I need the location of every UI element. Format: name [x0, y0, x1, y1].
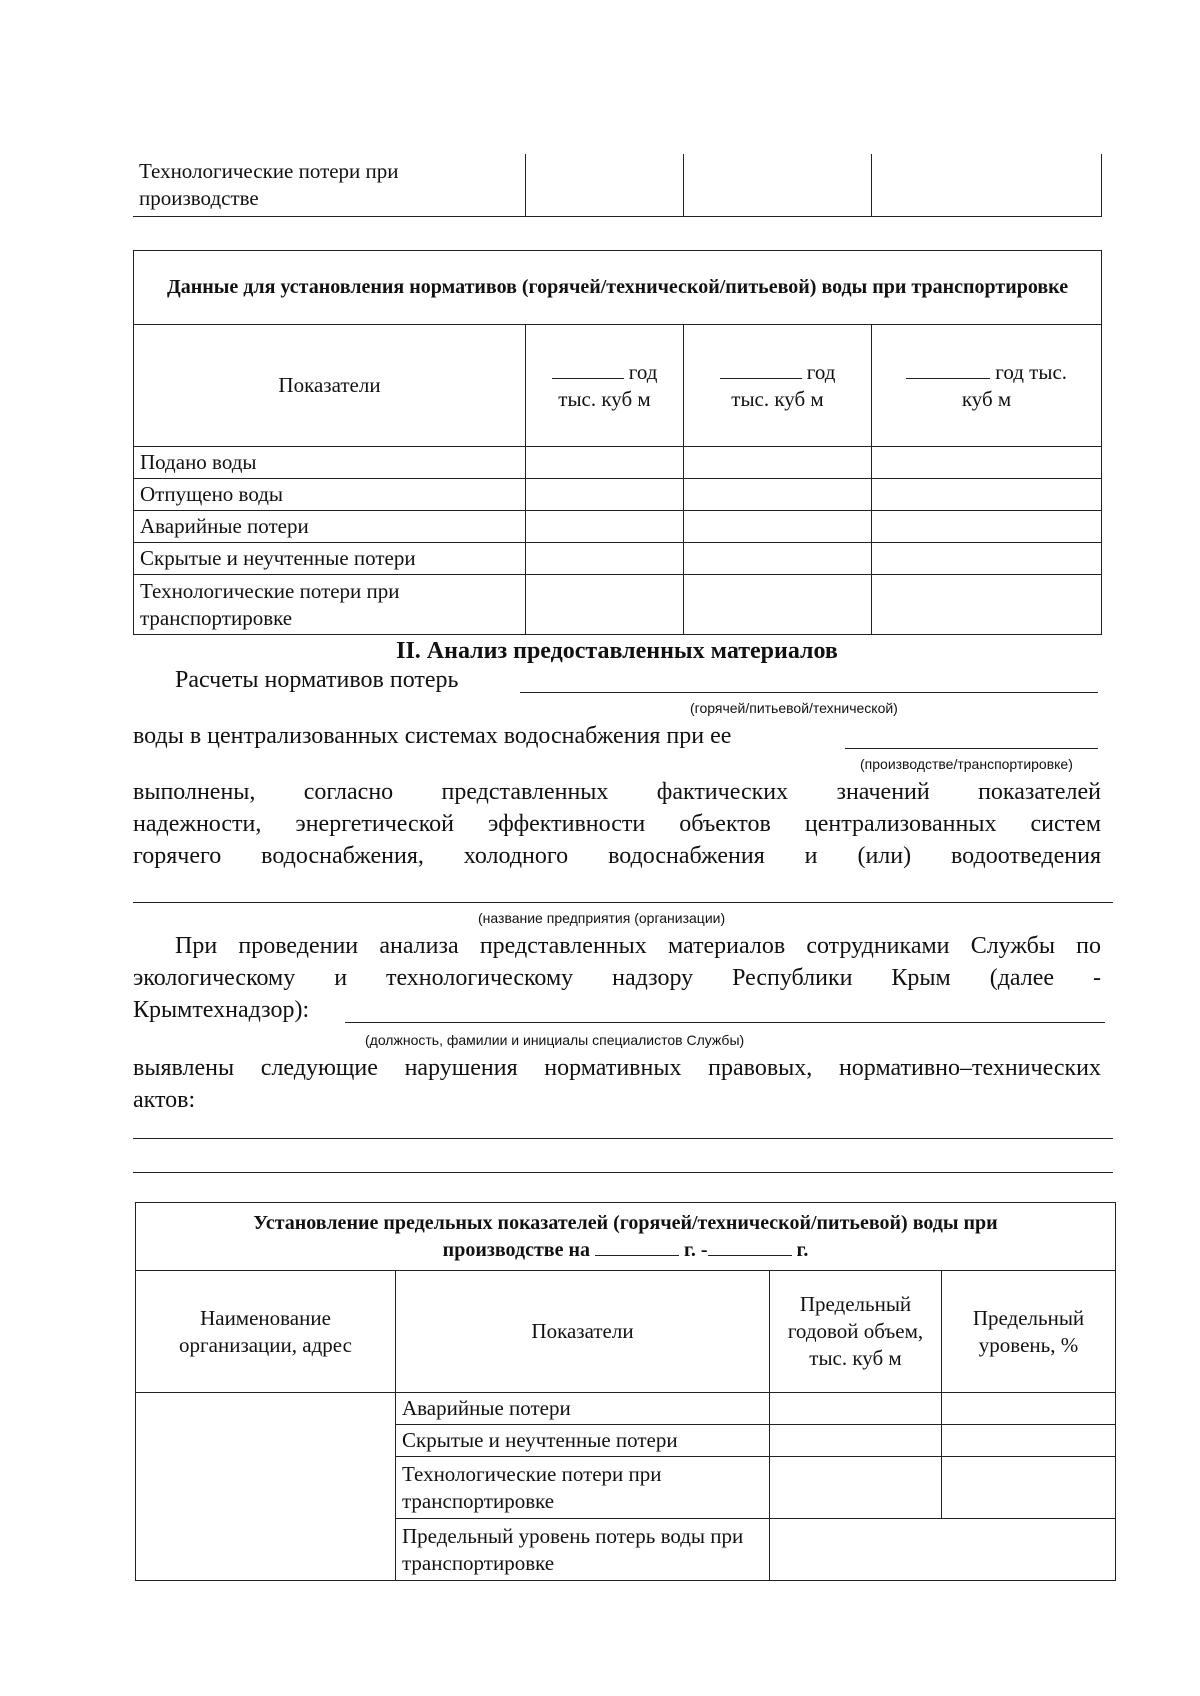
- value-cell[interactable]: [684, 447, 872, 479]
- header-volume: Предельный годовой объем, тыс. куб м: [770, 1271, 942, 1393]
- paragraph-line: выполнены, согласно представленных фактических значений показателей: [133, 779, 1101, 805]
- header-year-1: год тыс. куб м: [526, 325, 684, 447]
- year-from-field[interactable]: [595, 1237, 679, 1256]
- value-cell[interactable]: [683, 154, 871, 216]
- violations-field-1[interactable]: [133, 1138, 1113, 1139]
- row-label: Технологические потери при производстве: [133, 154, 525, 216]
- value-cell[interactable]: [872, 543, 1102, 575]
- stage-field[interactable]: [845, 748, 1098, 749]
- water-type-field[interactable]: [520, 692, 1098, 693]
- paragraph-line: горячего водоснабжения, холодного водоснабжения и (или) водоотведения: [133, 843, 1101, 869]
- year-blank[interactable]: [906, 360, 990, 379]
- table-row: [134, 543, 1102, 575]
- value-cell[interactable]: [770, 1393, 942, 1425]
- value-cell[interactable]: [526, 479, 684, 511]
- water-text: воды в централизованных системах водоснабжения при ее: [133, 723, 732, 749]
- value-cell[interactable]: [770, 1457, 942, 1519]
- row-label: Технологические потери при транспортировке: [396, 1457, 770, 1519]
- header-level: Предельный уровень, %: [942, 1271, 1116, 1393]
- value-cell[interactable]: [871, 154, 1101, 216]
- table-row: [133, 154, 1101, 216]
- limits-table-title: Установление предельных показателей (горячей/технической/питьевой) воды при производстве на г. - г.: [136, 1203, 1116, 1271]
- calc-text: Расчеты нормативов потерь: [175, 667, 459, 693]
- analysis-line: При проведении анализа представленных материалов сотрудниками Службы по: [175, 933, 1101, 959]
- header-indicator: Показатели: [396, 1271, 770, 1393]
- table-row: [134, 479, 1102, 511]
- violations-line: актов:: [133, 1087, 196, 1113]
- top-table: [133, 154, 1102, 217]
- violations-field-2[interactable]: [133, 1172, 1113, 1173]
- row-label: Технологические потери при транспортировке: [134, 575, 526, 635]
- section-heading: II. Анализ предоставленных материалов: [396, 638, 838, 664]
- value-cell[interactable]: [525, 154, 683, 216]
- header-organization: Наименование организации, адрес: [136, 1271, 396, 1393]
- limits-table: [135, 1202, 1116, 1581]
- value-cell[interactable]: [684, 511, 872, 543]
- row-label: Аварийные потери: [134, 511, 526, 543]
- value-cell[interactable]: [942, 1425, 1116, 1457]
- value-cell[interactable]: [684, 543, 872, 575]
- header-indicator: Показатели: [134, 325, 526, 447]
- row-label: Отпущено воды: [134, 479, 526, 511]
- header-year-3: год тыс. куб м: [872, 325, 1102, 447]
- value-cell[interactable]: [770, 1519, 1116, 1581]
- row-label: Аварийные потери: [396, 1393, 770, 1425]
- header-year-2: год тыс. куб м: [684, 325, 872, 447]
- stage-caption: (производстве/транспортировке): [860, 756, 1073, 772]
- value-cell[interactable]: [872, 511, 1102, 543]
- transport-table: [133, 250, 1102, 635]
- paragraph-line: надежности, энергетической эффективности объектов централизованных систем: [133, 811, 1101, 837]
- organization-field[interactable]: [133, 902, 1113, 903]
- organization-caption: (название предприятия (организации): [478, 910, 726, 926]
- value-cell[interactable]: [684, 575, 872, 635]
- value-cell[interactable]: [526, 511, 684, 543]
- value-cell[interactable]: [872, 447, 1102, 479]
- violations-line: выявлены следующие нарушения нормативных правовых, нормативно–технических: [133, 1055, 1101, 1081]
- value-cell[interactable]: [942, 1393, 1116, 1425]
- value-cell[interactable]: [526, 447, 684, 479]
- value-cell[interactable]: [526, 543, 684, 575]
- row-label: Предельный уровень потерь воды при транспортировке: [396, 1519, 770, 1581]
- specialists-field[interactable]: [345, 1022, 1105, 1023]
- year-blank[interactable]: [720, 360, 802, 379]
- specialists-caption: (должность, фамилии и инициалы специалистов Службы): [365, 1032, 745, 1048]
- year-to-field[interactable]: [708, 1237, 792, 1256]
- table-row: [136, 1393, 1116, 1425]
- organization-cell[interactable]: [136, 1393, 396, 1581]
- value-cell[interactable]: [684, 479, 872, 511]
- analysis-line: Крымтехнадзор):: [133, 997, 310, 1023]
- water-type-caption: (горячей/питьевой/технической): [690, 700, 898, 716]
- table-row: [134, 447, 1102, 479]
- table-row: [134, 575, 1102, 635]
- value-cell[interactable]: [942, 1457, 1116, 1519]
- value-cell[interactable]: [872, 575, 1102, 635]
- row-label: Подано воды: [134, 447, 526, 479]
- value-cell[interactable]: [770, 1425, 942, 1457]
- value-cell[interactable]: [526, 575, 684, 635]
- row-label: Скрытые и неучтенные потери: [134, 543, 526, 575]
- analysis-line: экологическому и технологическому надзору Республики Крым (далее -: [133, 965, 1101, 991]
- transport-table-title: Данные для установления нормативов (горячей/технической/питьевой) воды при транспортировке: [134, 251, 1102, 325]
- table-row: [134, 511, 1102, 543]
- year-blank[interactable]: [552, 360, 624, 379]
- row-label: Скрытые и неучтенные потери: [396, 1425, 770, 1457]
- value-cell[interactable]: [872, 479, 1102, 511]
